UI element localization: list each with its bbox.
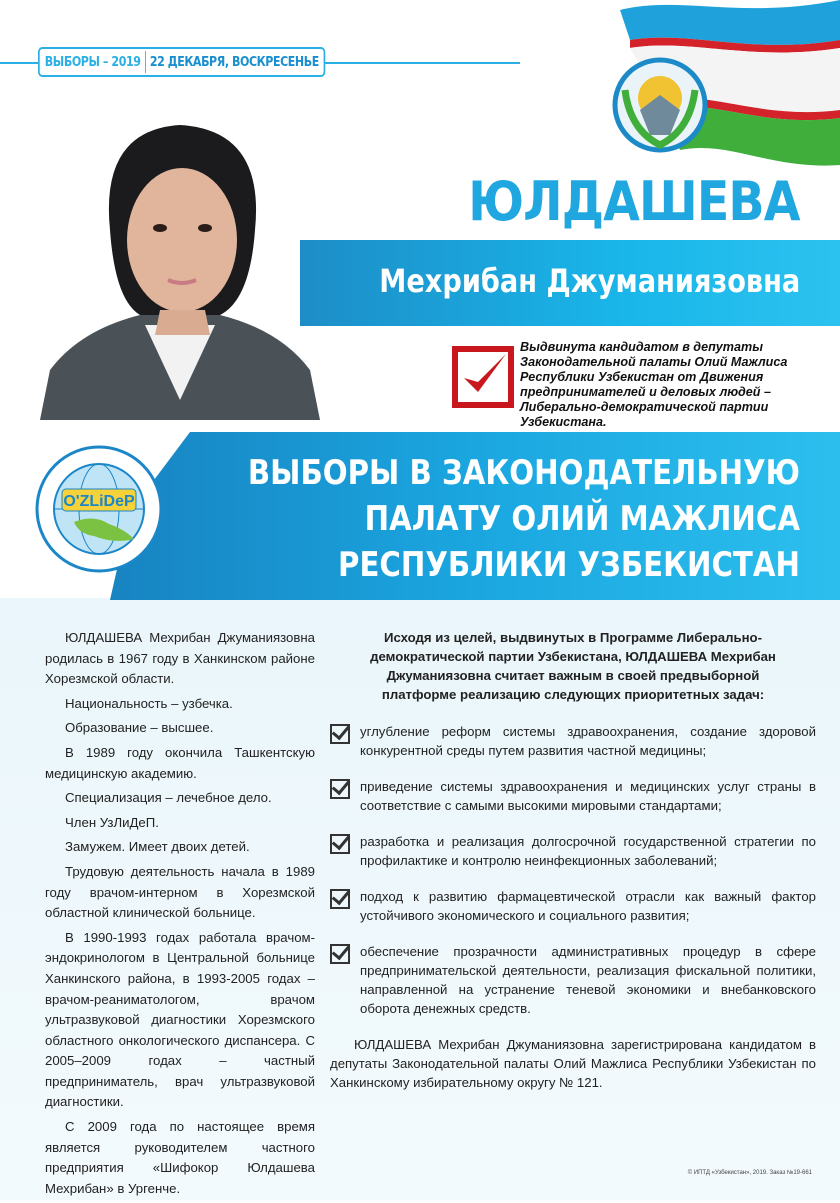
divider: [145, 51, 146, 73]
biography: [45, 628, 315, 1203]
election-date-banner: [38, 47, 326, 77]
platform: [330, 628, 816, 1092]
checkbox-icon: [330, 779, 350, 799]
platform-task: разработка и реализация долгосрочной государственной стратегии по профилактике и контролю неинфекционных заболеваний;: [330, 832, 816, 870]
election-title-line: ВЫБОРЫ В ЗАКОНОДАТЕЛЬНУЮ: [247, 453, 800, 493]
nomination-text: Выдвинута кандидатом в депутаты Законодательной палаты Олий Мажлиса Республики Узбекистан от Движения предпринимателей и деловых людей – Либерально-демократической партии Узбекистана.: [520, 340, 788, 429]
biography-paragraph: Специализация – лечебное дело.: [65, 790, 272, 806]
registration-text: ЮЛДАШЕВА Мехрибан Джуманиязовна зарегистрирована кандидатом в депутаты Законодательной палаты Олий Мажлиса Республики Узбекистан по Ханкинскому избирательному округу № 121.: [330, 1037, 816, 1090]
biography-paragraph: Образование – высшее.: [65, 720, 214, 736]
platform-task: подход к развитию фармацевтической отрасли как важный фактор устойчивого экономического и социального развития;: [330, 887, 816, 925]
party-logo: [34, 444, 164, 574]
biography-paragraph: В 1990-1993 годах работала врачом-эндокринологом в Центральной больнице Ханкинского района, в 1993-2005 годах – врачом-реаниматологом, врачом ультразвуковой диагностики Хорезмского областного онкологического диспансера. С 2005–2009 годах – частный предприниматель, врач ультразвуковой диагностики.: [45, 929, 315, 1110]
election-date: 22 ДЕКАБРЯ, ВОСКРЕСЕНЬЕ: [149, 54, 319, 70]
checkbox-icon: [330, 889, 350, 909]
checkbox-icon: [330, 944, 350, 964]
biography-paragraph: Национальность – узбечка.: [65, 695, 233, 711]
flag-ribbon-with-emblem: [480, 0, 840, 180]
biography-paragraph: В 1989 году окончила Ташкентскую медицинскую академию.: [45, 744, 315, 781]
biography-paragraph: Замужем. Имеет двоих детей.: [65, 839, 250, 855]
candidate-photo: [40, 110, 320, 420]
svg-text:O'ZLiDeP: O'ZLiDeP: [63, 493, 135, 510]
footer-imprint: © ИПТД «Узбекистан», 2019. Заказ №19-661: [687, 1170, 812, 1176]
election-title-line: РЕСПУБЛИКИ УЗБЕКИСТАН: [338, 545, 800, 585]
platform-task: обеспечение прозрачности административных процедур в сфере предпринимательской деятельности, реализация фискальной политики, направленной на устранение теневой экономики и внебанковского оборота денежных средств.: [330, 942, 816, 1018]
election-title: [248, 450, 800, 588]
biography-paragraph: Трудовую деятельность начала в 1989 году врачом-интерном в Хорезмской областной клинической больнице.: [45, 863, 315, 921]
election-title-line: ПАЛАТУ ОЛИЙ МАЖЛИСА: [364, 499, 800, 539]
checkbox-check-icon: [452, 346, 514, 408]
candidate-surname: ЮЛДАШЕВА: [468, 170, 800, 233]
platform-intro: Исходя из целей, выдвинутых в Программе Либерально-демократической партии Узбекистана, ЮЛДАШЕВА Мехрибан Джуманиязовна считает важным в своей предвыборной платформе реализацию следующих приоритетных задач:: [370, 630, 776, 702]
election-label: ВЫБОРЫ – 2019: [44, 54, 141, 70]
checkbox-icon: [330, 724, 350, 744]
platform-task: приведение системы здравоохранения и медицинских услуг страны в соответствие с самыми высокими мировыми стандартами;: [330, 777, 816, 815]
checkbox-icon: [330, 834, 350, 854]
candidate-name: Мехрибан Джуманиязовна: [379, 262, 800, 300]
biography-paragraph: ЮЛДАШЕВА Мехрибан Джуманиязовна родилась в 1967 году в Ханкинском районе Хорезмской области.: [45, 630, 315, 687]
biography-paragraph: Член УзЛиДеП.: [65, 814, 159, 830]
biography-paragraph: С 2009 года по настоящее время является руководителем частного предприятия «Шифокор Юлдашева Мехрибан» в Ургенче.: [45, 1119, 315, 1196]
platform-task: углубление реформ системы здравоохранения, создание здоровой конкурентной среды путем развития частной медицины;: [330, 722, 816, 760]
